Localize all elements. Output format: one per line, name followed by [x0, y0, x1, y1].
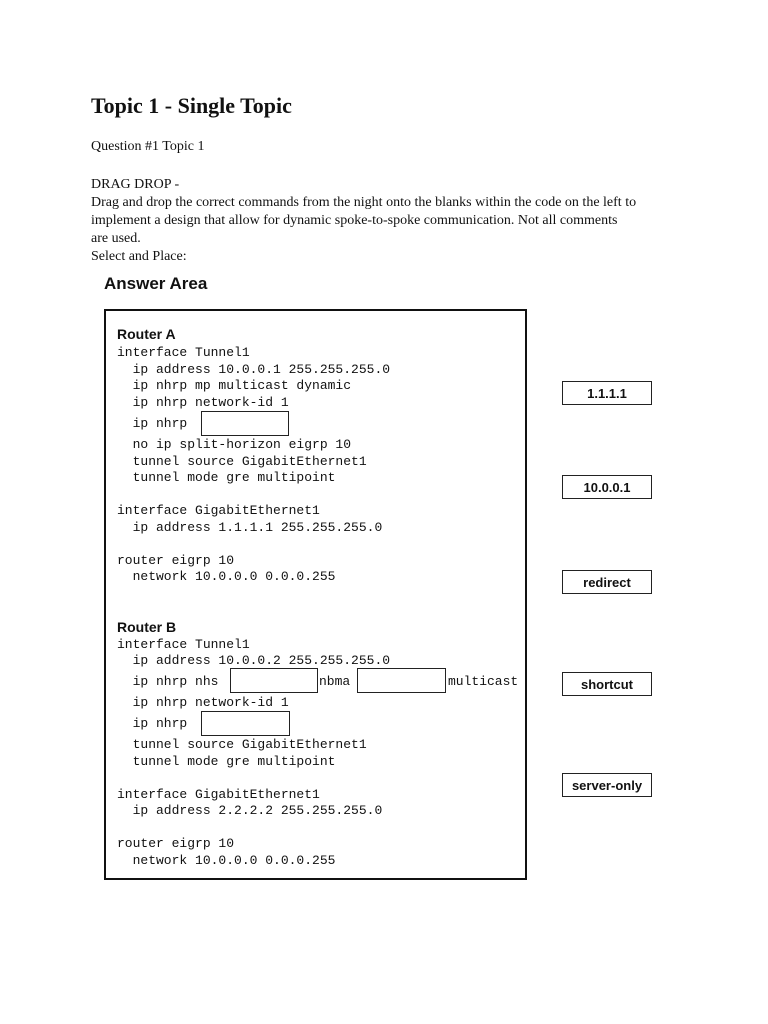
router-a-line: ip address 10.0.0.1 255.255.255.0	[117, 362, 391, 377]
router-a-line: router eigrp 10	[117, 553, 235, 568]
question-type: DRAG DROP -	[91, 177, 180, 192]
question-line-1: Drag and drop the correct commands from the night onto the blanks within the code on the left to	[91, 195, 637, 210]
router-b-line: ip nhrp nhs	[117, 674, 219, 689]
router-a-line: interface GigabitEthernet1	[117, 503, 320, 518]
router-b-line: network 10.0.0.0 0.0.0.255	[117, 853, 336, 868]
router-b-line: ip address 10.0.0.2 255.255.255.0	[117, 653, 391, 668]
router-a-heading: Router A	[117, 326, 176, 342]
router-a-line: interface Tunnel1	[117, 345, 250, 360]
router-b-line: router eigrp 10	[117, 836, 235, 851]
router-b-nhrp-blank[interactable]	[201, 711, 290, 736]
router-b-nbma-label: nbma	[319, 674, 351, 689]
option-10-0-0-1[interactable]: 10.0.0.1	[562, 475, 652, 499]
router-a-line: tunnel mode gre multipoint	[117, 470, 336, 485]
router-b-multicast-label: multicast	[448, 674, 519, 689]
option-redirect[interactable]: redirect	[562, 570, 652, 594]
router-b-nbma-blank[interactable]	[357, 668, 446, 693]
answer-area-title: Answer Area	[104, 274, 208, 293]
question-line-2: implement a design that allow for dynamic spoke-to-spoke communication. Not all comments	[91, 213, 618, 228]
router-a-line: no ip split-horizon eigrp 10	[117, 437, 352, 452]
router-b-line: interface Tunnel1	[117, 637, 250, 652]
router-a-nhrp-blank[interactable]	[201, 411, 289, 436]
option-1-1-1-1[interactable]: 1.1.1.1	[562, 381, 652, 405]
router-b-heading: Router B	[117, 619, 177, 635]
question-line-3: are used.	[91, 231, 141, 246]
router-b-line: tunnel source GigabitEthernet1	[117, 737, 367, 752]
router-b-line: interface GigabitEthernet1	[117, 787, 320, 802]
router-a-line: ip nhrp network-id 1	[117, 395, 289, 410]
question-text	[91, 176, 691, 266]
router-b-line: tunnel mode gre multipoint	[117, 754, 336, 769]
question-line-4: Select and Place:	[91, 249, 187, 264]
option-shortcut[interactable]: shortcut	[562, 672, 652, 696]
router-b-nhs-blank[interactable]	[230, 668, 318, 693]
router-b-line: ip nhrp	[117, 716, 188, 731]
page-title: Topic 1 - Single Topic	[91, 93, 292, 118]
router-a-line: ip nhrp mp multicast dynamic	[117, 378, 352, 393]
router-b-line: ip nhrp network-id 1	[117, 695, 289, 710]
router-a-line: ip nhrp	[117, 416, 188, 431]
option-server-only[interactable]: server-only	[562, 773, 652, 797]
router-a-line: tunnel source GigabitEthernet1	[117, 454, 367, 469]
router-b-line: ip address 2.2.2.2 255.255.255.0	[117, 803, 383, 818]
router-a-line: ip address 1.1.1.1 255.255.255.0	[117, 520, 383, 535]
router-a-line: network 10.0.0.0 0.0.0.255	[117, 569, 336, 584]
question-number: Question #1 Topic 1	[91, 139, 205, 154]
